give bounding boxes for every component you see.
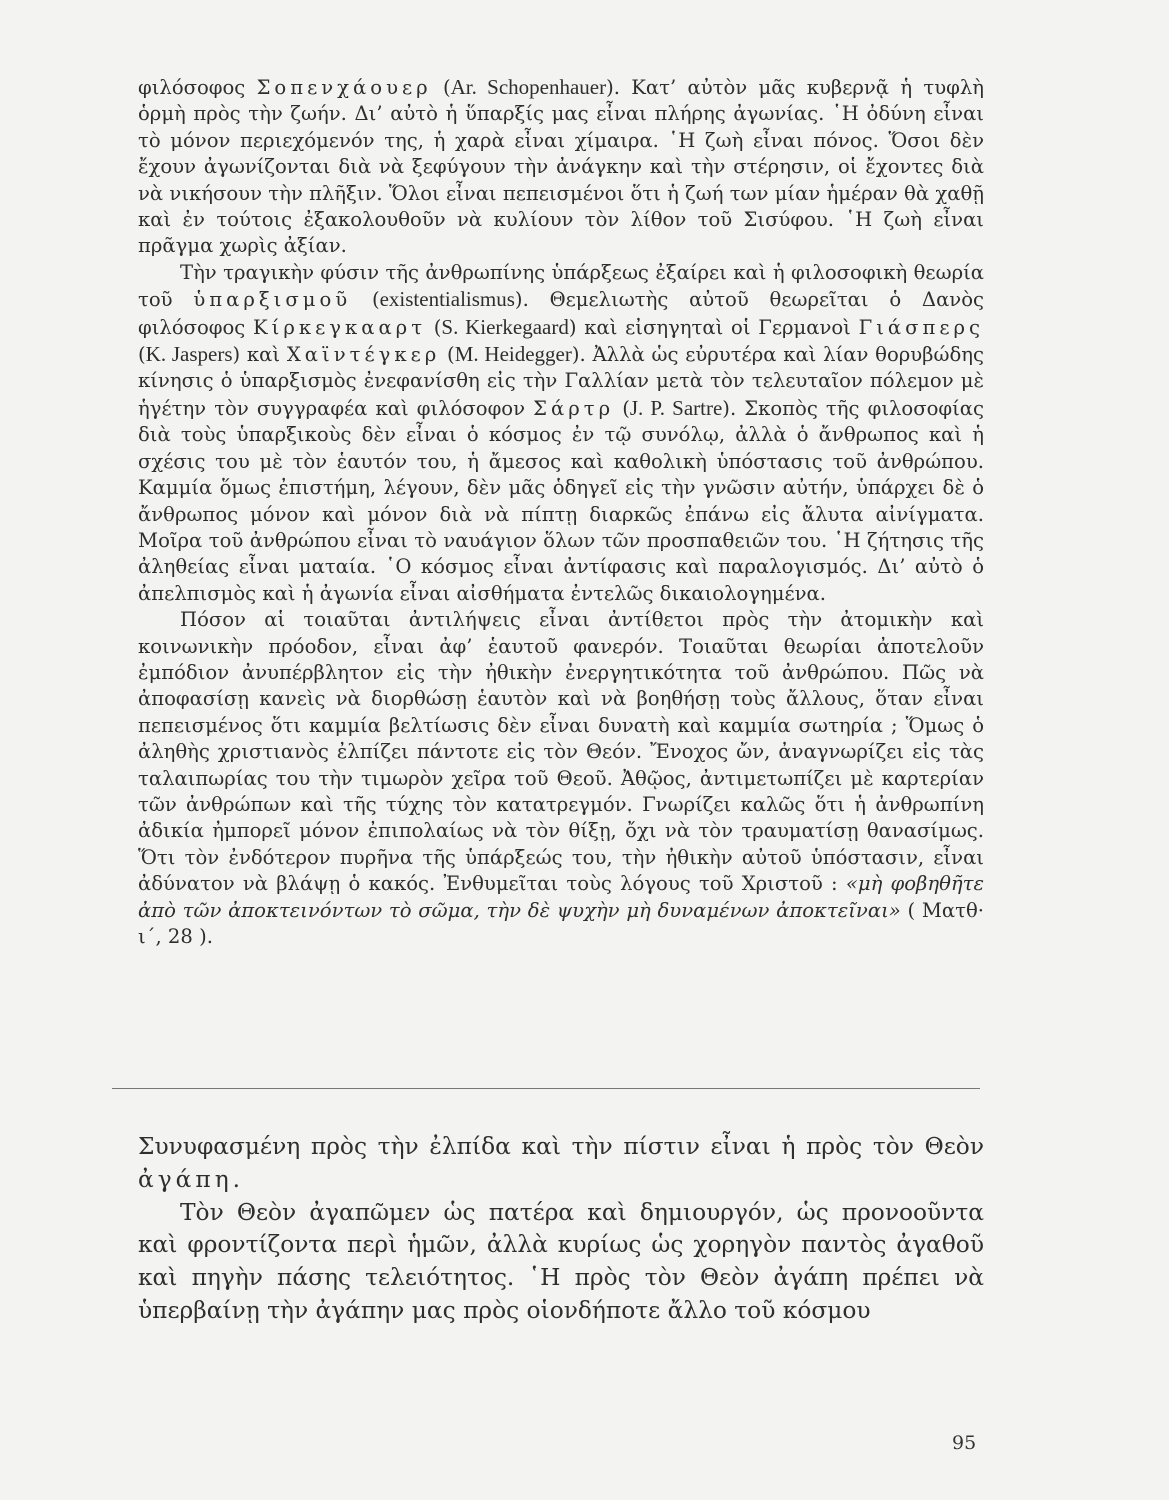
latin-name: S. Kierkegaard	[441, 314, 569, 339]
paragraph-christian-hope: Πόσον αἱ τοιαῦται ἀντιλήψεις εἶναι ἀντίθετοι πρὸς τὴν ἀτομικὴν καὶ κοινωνικὴν πρόοδον, εἶναι ἀφ’ ἑαυτοῦ φανερόν. Τοιαῦται θεωρίαι ἀποτελοῦν ἐμπόδιον ἀνυπέρβλητον εἰς τὴν ἠθικὴν ἐνεργητικότητα τοῦ ἀνθρώπου. Πῶς νὰ ἀποφασίσῃ κανεὶς νὰ διορθώσῃ ἑαυτὸν καὶ νὰ βοηθήσῃ τοὺς ἄλλους, ὅταν εἶναι πεπεισμένος ὅτι καμμία βελτίωσις δὲν εἶναι δυνατὴ καὶ καμμία σωτηρία ; Ὅμως ὁ ἀληθὴς χριστιανὸς ἐλπίζει πάντοτε εἰς τὸν Θεόν. Ἔνοχος ὤν, ἀναγνωρίζει εἰς τὰς ταλαιπωρίας του τὴν τιμωρὸν χεῖρα τοῦ Θεοῦ. Ἀθῷος, ἀντιμετωπίζει μὲ καρτερίαν τῶν ἀνθρώπων καὶ τῆς τύχης τὸν κατατρεγμόν. Γνωρίζει καλῶς ὅτι ἡ ἀνθρωπίνη ἀδικία ἠμπορεῖ μόνον ἐπιπολαίως νὰ τὸν θίξῃ, ὄχι νὰ τὸν τραυματίσῃ θανασίμως. Ὅτι τὸν ἐνδότερον πυρῆνα τῆς ὑπάρξεώς του, τὴν ἠθικὴν αὐτοῦ ὑπόστασιν, εἶναι ἀδύνατον νὰ βλάψῃ ὁ κακός. Ἐνθυμεῖται τοὺς λόγους τοῦ Χριστοῦ : «μὴ φοβηθῆτε ἀπὸ τῶν ἀποκτεινόντων τὸ σῶμα, τὴν δὲ ψυχὴν μὴ δυναμένων ἀποκτεῖναι» ( Ματθ· ι΄, 28 ).	[138, 608, 984, 948]
latin-name: M. Heidegger	[454, 342, 572, 367]
latin-term: existentialismus	[379, 287, 515, 312]
spaced-name: Κίρκεγκααρτ	[253, 315, 427, 339]
small-print-section	[138, 74, 984, 950]
paragraph-love-god: Τὸν Θεὸν ἀγαπῶμεν ὡς πατέρα καὶ δημιουργόν, ὡς προνοοῦντα καὶ φροντίζοντα περὶ ἡμῶν, ἀλλὰ κυρίως ὡς χορηγὸν παντὸς ἀγαθοῦ καὶ πηγὴν πάσης τελειότητος. ῾Η πρὸς τὸν Θεὸν ἀγάπη πρέπει νὰ ὑπερβαίνῃ τὴν ἀγάπην μας πρὸς οἱονδήποτε ἄλλο τοῦ κόσμου	[138, 1198, 984, 1324]
paragraph-existentialism: Τὴν τραγικὴν φύσιν τῆς ἀνθρωπίνης ὑπάρξεως ἐξαίρει καὶ ἡ φιλοσοφικὴ θεωρία τοῦ ὑπαρξισμοῦ (existentialismus). Θεμελιωτὴς αὐτοῦ θεωρεῖται ὁ Δανὸς φιλόσοφος Κίρκεγκααρτ (S. Kierkegaard) καὶ εἰσηγηταὶ οἱ Γερμανοὶ Γιάσπερς (K. Jaspers) καὶ Χαϊντέγκερ (M. Heidegger). Ἀλλὰ ὡς εὐρυτέρα καὶ λίαν θορυβώδης κίνησις ὁ ὑπαρξισμὸς ἐνεφανίσθη εἰς τὴν Γαλλίαν μετὰ τὸν τελευταῖον πόλεμον μὲ ἡγέτην τὸν συγγραφέα καὶ φιλόσοφον Σάρτρ (J. P. Sartre). Σκοπὸς τῆς φιλοσοφίας διὰ τοὺς ὑπαρξικοὺς δὲν εἶναι ὁ κόσμος ἐν τῷ συνόλῳ, ἀλλὰ ὁ ἄνθρωπος καὶ ἡ σχέσις του μὲ τὸν ἑαυτόν του, ἡ ἄμεσος καὶ καθολικὴ ὑπόστασις τοῦ ἀνθρώπου. Καμμία ὅμως ἐπιστήμη, λέγουν, δὲν μᾶς ὁδηγεῖ εἰς τὴν γνῶσιν αὐτήν, ὑπάρχει δὲ ὁ ἄνθρωπος μόνον καὶ μόνον διὰ νὰ πίπτῃ διαρκῶς ἐπάνω εἰς ἄλυτα αἰνίγματα. Μοῖρα τοῦ ἀνθρώπου εἶναι τὸ ναυάγιον ὅλων τῶν προσπαθειῶν του. ῾Η ζήτησις τῆς ἀληθείας εἶναι ματαία. ῾Ο κόσμος εἶναι ἀντίφασις καὶ παραλογισμός. Δι’ αὐτὸ ὁ ἀπελπισμὸς καὶ ἡ ἀγωνία εἶναι αἰσθήματα ἐντελῶς δικαιολογημένα.	[138, 260, 984, 605]
spaced-name: Γιάσπερς	[858, 315, 984, 339]
spaced-name: Σοπενχάουερ	[256, 76, 432, 99]
page-number: 95	[952, 1432, 977, 1454]
spaced-name: Χαϊντέγκερ	[286, 343, 441, 367]
paragraph-schopenhauer: φιλόσοφος Σοπενχάουερ (Ar. Schopenhauer). Κατ’ αὐτὸν μᾶς κυβερνᾷ ἡ τυφλὴ ὁρμὴ πρὸς τὴν ζωήν. Δι’ αὐτὸ ἡ ὕπαρξίς μας εἶναι πλήρης ἀγωνίας. ῾Η ὀδύνη εἶναι τὸ μόνον περιεχόμενόν της, ἡ χαρὰ εἶναι χίμαιρα. ῾Η ζωὴ εἶναι πόνος. Ὅσοι δὲν ἔχουν ἀγωνίζονται διὰ νὰ ξεφύγουν τὴν ἀνάγκην καὶ τὴν στέρησιν, οἱ ἔχοντες διὰ νὰ νικήσουν τὴν πλῆξιν. Ὅλοι εἶναι πεπεισμένοι ὅτι ἡ ζωή των μίαν ἡμέραν θὰ χαθῇ καὶ ἐν τούτοις ἐξακολουθοῦν νὰ κυλίουν τὸν λίθον τοῦ Σισύφου. ῾Η ζωὴ εἶναι πρᾶγμα χωρὶς ἀξίαν.	[138, 75, 984, 258]
large-print-section	[138, 1131, 984, 1328]
latin-name: K. Jaspers	[145, 342, 233, 367]
spaced-term: ἀγάπη	[138, 1165, 233, 1193]
scripture-quote: «μὴ φοβηθῆτε ἀπὸ τῶν ἀποκτεινόντων τὸ σῶμα, τὴν δὲ ψυχὴν μὴ δυναμένων ἀποκτεῖναι»	[138, 872, 984, 922]
paragraph-love-intro: Συνυφασμένη πρὸς τὴν ἐλπίδα καὶ τὴν πίστιν εἶναι ἡ πρὸς τὸν Θεὸν ἀγάπη.	[138, 1133, 984, 1193]
latin-name: Ar. Schopenhauer	[450, 75, 607, 99]
spaced-term: ὑπαρξισμοῦ	[193, 288, 352, 312]
spaced-name: Σάρτρ	[533, 396, 615, 420]
latin-name: J. P. Sartre	[629, 395, 723, 420]
section-divider	[112, 1088, 980, 1089]
